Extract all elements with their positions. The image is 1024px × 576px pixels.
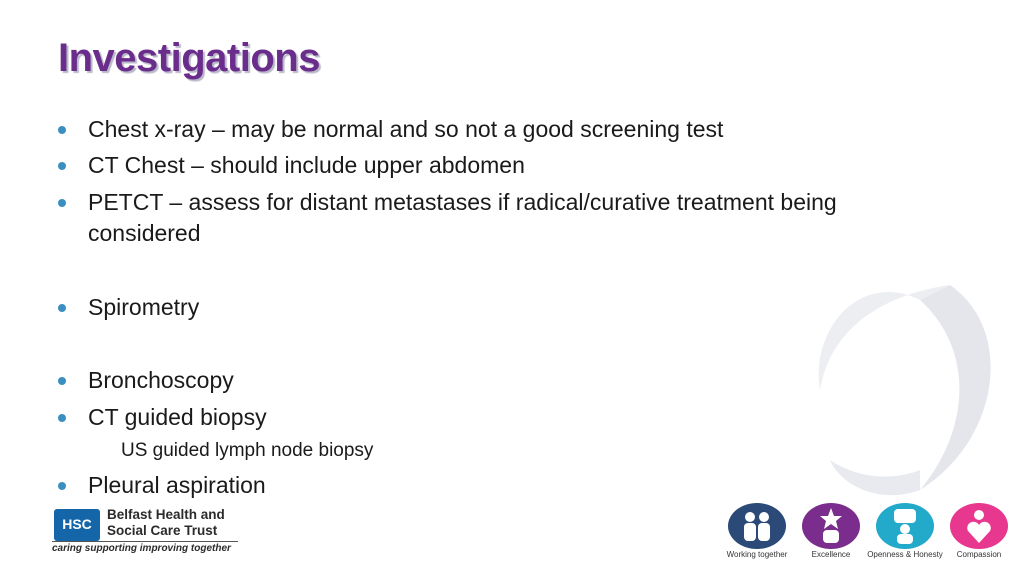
trust-tagline: caring supporting improving together	[52, 541, 238, 554]
value-label: Working together	[726, 550, 788, 559]
value-label: Openness & Honesty	[867, 550, 943, 559]
bullet-dot-icon	[58, 162, 66, 170]
trust-name-line1: Belfast Health and	[107, 507, 225, 522]
bullet-item	[88, 187, 938, 249]
value-label: Excellence	[811, 550, 851, 559]
bullet-dot-icon	[58, 126, 66, 134]
hsc-abbr: HSC	[62, 516, 92, 532]
star-person-icon	[802, 503, 860, 549]
trust-logo	[52, 507, 242, 553]
trust-name-line2: Social Care Trust	[107, 523, 218, 538]
bullet-text: CT Chest – should include upper abdomen	[88, 152, 525, 178]
slide-title: Investigations	[58, 36, 320, 80]
value-working-together	[717, 503, 797, 559]
value-openness-honesty	[865, 503, 945, 559]
heart-person-icon	[950, 503, 1008, 549]
bullet-dot-icon	[58, 482, 66, 490]
bullet-text: Pleural aspiration	[88, 472, 266, 498]
bullet-text: Chest x-ray – may be normal and so not a good screening test	[88, 116, 724, 142]
speech-person-icon	[876, 503, 934, 549]
bullet-dot-icon	[58, 377, 66, 385]
people-icon	[728, 503, 786, 549]
value-compassion	[939, 503, 1019, 559]
bullet-dot-icon	[58, 199, 66, 207]
hsc-logo-icon	[54, 509, 100, 541]
bullet-item	[88, 114, 938, 145]
bullet-text: Bronchoscopy	[88, 367, 234, 393]
bullet-text: Spirometry	[88, 294, 200, 320]
bullet-item	[88, 150, 938, 181]
bullet-text: PETCT – assess for distant metastases if radical/curative treatment being considered	[88, 189, 837, 246]
value-label: Compassion	[956, 550, 1002, 559]
value-excellence	[791, 503, 871, 559]
bullet-dot-icon	[58, 414, 66, 422]
bullet-text: CT guided biopsy	[88, 404, 267, 430]
bullet-dot-icon	[58, 304, 66, 312]
decorative-swoosh-icon	[800, 270, 1010, 500]
sub-bullet-text: US guided lymph node biopsy	[121, 440, 374, 461]
